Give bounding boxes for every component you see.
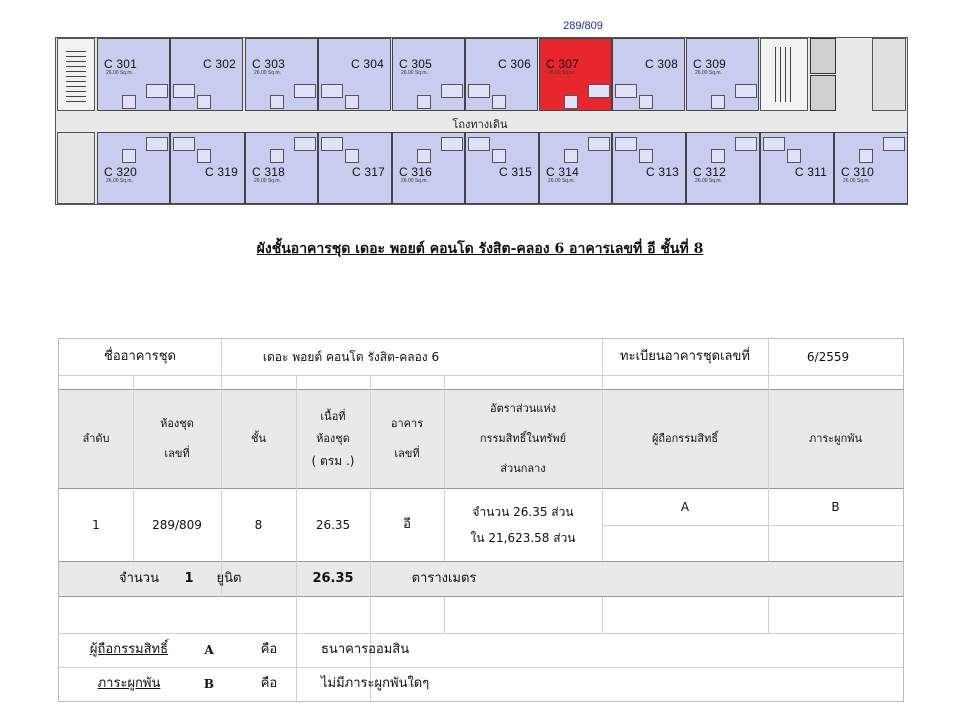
row-building: อี [403,517,411,532]
bathroom-fixture [859,149,873,163]
unit-code: C 318 [252,165,286,179]
building-name-label: ชื่ออาคารชุด [104,349,176,364]
bathroom-fixture [345,95,359,109]
unit-area: 26.00 Sq.m. [106,70,133,76]
unit-code: C 311 [794,165,827,179]
total-label: จำนวน [119,571,159,586]
unit-code: C 320 [104,165,138,179]
lift-icon [810,75,836,111]
total-count: 1 [184,571,194,586]
unit-area: 26.00 Sq.m. [401,178,428,184]
bathroom-fixture [441,84,463,98]
bathroom-fixture [146,137,168,151]
header-building: อาคาร เลขที่ [390,417,424,460]
unit-room [170,132,245,204]
unit-area: 26.00 Sq.m. [548,178,575,184]
unit-code: C 316 [399,165,433,179]
unit-room [170,38,243,111]
unit-code: C 307 [546,57,580,71]
unit-area: 26.00 Sq.m. [254,178,281,184]
total-count-unit: ยูนิต [216,571,242,586]
unit-area: 26.00 Sq.m. [254,70,281,76]
legend-value: ธนาคารออมสิน [321,642,410,657]
row-floor: 8 [254,518,263,532]
unit-room [97,38,170,111]
unit-code: C 309 [693,57,727,71]
bathroom-fixture [345,149,359,163]
unit-code: C 315 [498,165,532,179]
header-owner: ผู้ถือกรรมสิทธิ์ [651,432,719,445]
row-owner: A [680,500,690,514]
row-ratio: จำนวน 26.35 ส่วน ใน 21,623.58 ส่วน [470,505,576,545]
unit-code: C 304 [350,57,384,71]
bathroom-fixture [711,149,725,163]
unit-room [539,132,612,204]
bathroom-fixture [735,137,757,151]
bathroom-fixture [321,84,343,98]
bathroom-fixture [122,95,136,109]
highlighted-unit [539,38,612,111]
row-area: 26.35 [315,518,351,532]
header-ratio: อัตราส่วนแห่ง กรรมสิทธิ์ในทรัพย์ ส่วนกลาง [479,402,567,475]
unit-code: C 314 [546,165,580,179]
bathroom-fixture [321,137,343,151]
bathroom-fixture [763,137,785,151]
unit-code: C 308 [644,57,678,71]
unit-area: 26.00 Sq.m. [401,70,428,76]
unit-room [465,38,538,111]
bathroom-fixture [492,149,506,163]
unit-room [612,38,685,111]
bathroom-fixture [197,95,211,109]
bathroom-fixture [197,149,211,163]
corridor-label: โถงทางเดิน [452,118,508,131]
unit-room [465,132,539,204]
unit-code: C 319 [204,165,238,179]
stair-icon [760,38,808,111]
bathroom-fixture [417,149,431,163]
unit-room [760,132,834,204]
unit-room [245,132,318,204]
bathroom-fixture [564,95,578,109]
unit-room [686,132,760,204]
bathroom-fixture [735,84,757,98]
bathroom-fixture [441,137,463,151]
row-encumbrance: B [831,500,840,514]
unit-room [97,132,170,204]
unit-code: C 317 [351,165,385,179]
header-no: ลำดับ [82,432,110,445]
unit-room [318,38,391,111]
bathroom-fixture [883,137,905,151]
unit-code: C 312 [693,165,727,179]
legend-value: ไม่มีภาระผูกพันใดๆ [321,676,430,691]
bathroom-fixture [270,95,284,109]
header-unit: ห้องชุด เลขที่ [160,417,194,460]
unit-code: C 310 [841,165,875,179]
unit-room [686,38,759,111]
registration-number: 6/2559 [806,350,850,364]
total-area-unit: ตารางเมตร [411,571,477,586]
total-area: 26.35 [312,571,354,586]
bathroom-fixture [615,84,637,98]
unit-room [245,38,318,111]
unit-area: 26.00 Sq.m. [695,70,722,76]
utility-room [872,38,906,111]
unit-room [834,132,908,204]
bathroom-fixture [294,137,316,151]
lift-icon [810,38,836,74]
unit-room [612,132,686,204]
bathroom-fixture [173,84,195,98]
unit-area: 26.00 Sq.m. [843,178,870,184]
bathroom-fixture [711,95,725,109]
unit-area: 26.00 Sq.m. [695,178,722,184]
bathroom-fixture [639,95,653,109]
bathroom-fixture [417,95,431,109]
stair-icon [57,38,95,111]
legend-is: คือ [260,642,278,657]
legend-term: ภาระผูกพัน [97,676,161,691]
unit-code: C 301 [104,57,138,71]
bathroom-fixture [492,95,506,109]
unit-room [392,132,465,204]
bathroom-fixture [468,84,490,98]
building-name: เดอะ พอยต์ คอนโด รังสิต-คลอง 6 [262,350,440,364]
bathroom-fixture [468,137,490,151]
row-unit: 289/809 [152,518,202,532]
registration-label: ทะเบียนอาคารชุดเลขที่ [620,349,750,364]
bathroom-fixture [270,149,284,163]
unit-table [58,338,904,702]
unit-code: C 305 [399,57,433,71]
bathroom-fixture [588,137,610,151]
bathroom-fixture [588,84,610,98]
legend-code: B [203,677,215,691]
bathroom-fixture [787,149,801,163]
header-area: เนื้อที่ ห้องชุด ( ตรม .) [311,410,355,468]
floor-plan [0,0,960,257]
bathroom-fixture [146,84,168,98]
header-floor: ชั้น [251,432,266,445]
bathroom-fixture [294,84,316,98]
unit-code: C 302 [202,57,236,71]
bathroom-fixture [639,149,653,163]
unit-code: C 306 [497,57,531,71]
unit-room [318,132,392,204]
unit-code: C 313 [645,165,679,179]
unit-area: 26.00 Sq.m. [106,178,133,184]
plan-caption: ผังชั้นอาคารชุด เดอะ พอยต์ คอนโด รังสิต-คลอง 6 อาคารเลขที่ อี ชั้นที่ 8 [256,241,704,257]
unit-code: C 303 [252,57,286,71]
legend-code: A [204,643,214,657]
bathroom-fixture [173,137,195,151]
legend-is: คือ [260,676,278,691]
bathroom-fixture [615,137,637,151]
highlighted-unit-number: 289/809 [563,20,603,32]
legend-term: ผู้ถือกรรมสิทธิ์ [89,642,169,657]
unit-room [392,38,465,111]
unit-area: 26.00 Sq.m. [548,70,575,76]
header-encumbrance: ภาระผูกพัน [808,432,863,445]
bathroom-fixture [122,149,136,163]
bathroom-fixture [564,149,578,163]
row-no: 1 [92,518,100,532]
service-area [57,132,95,204]
